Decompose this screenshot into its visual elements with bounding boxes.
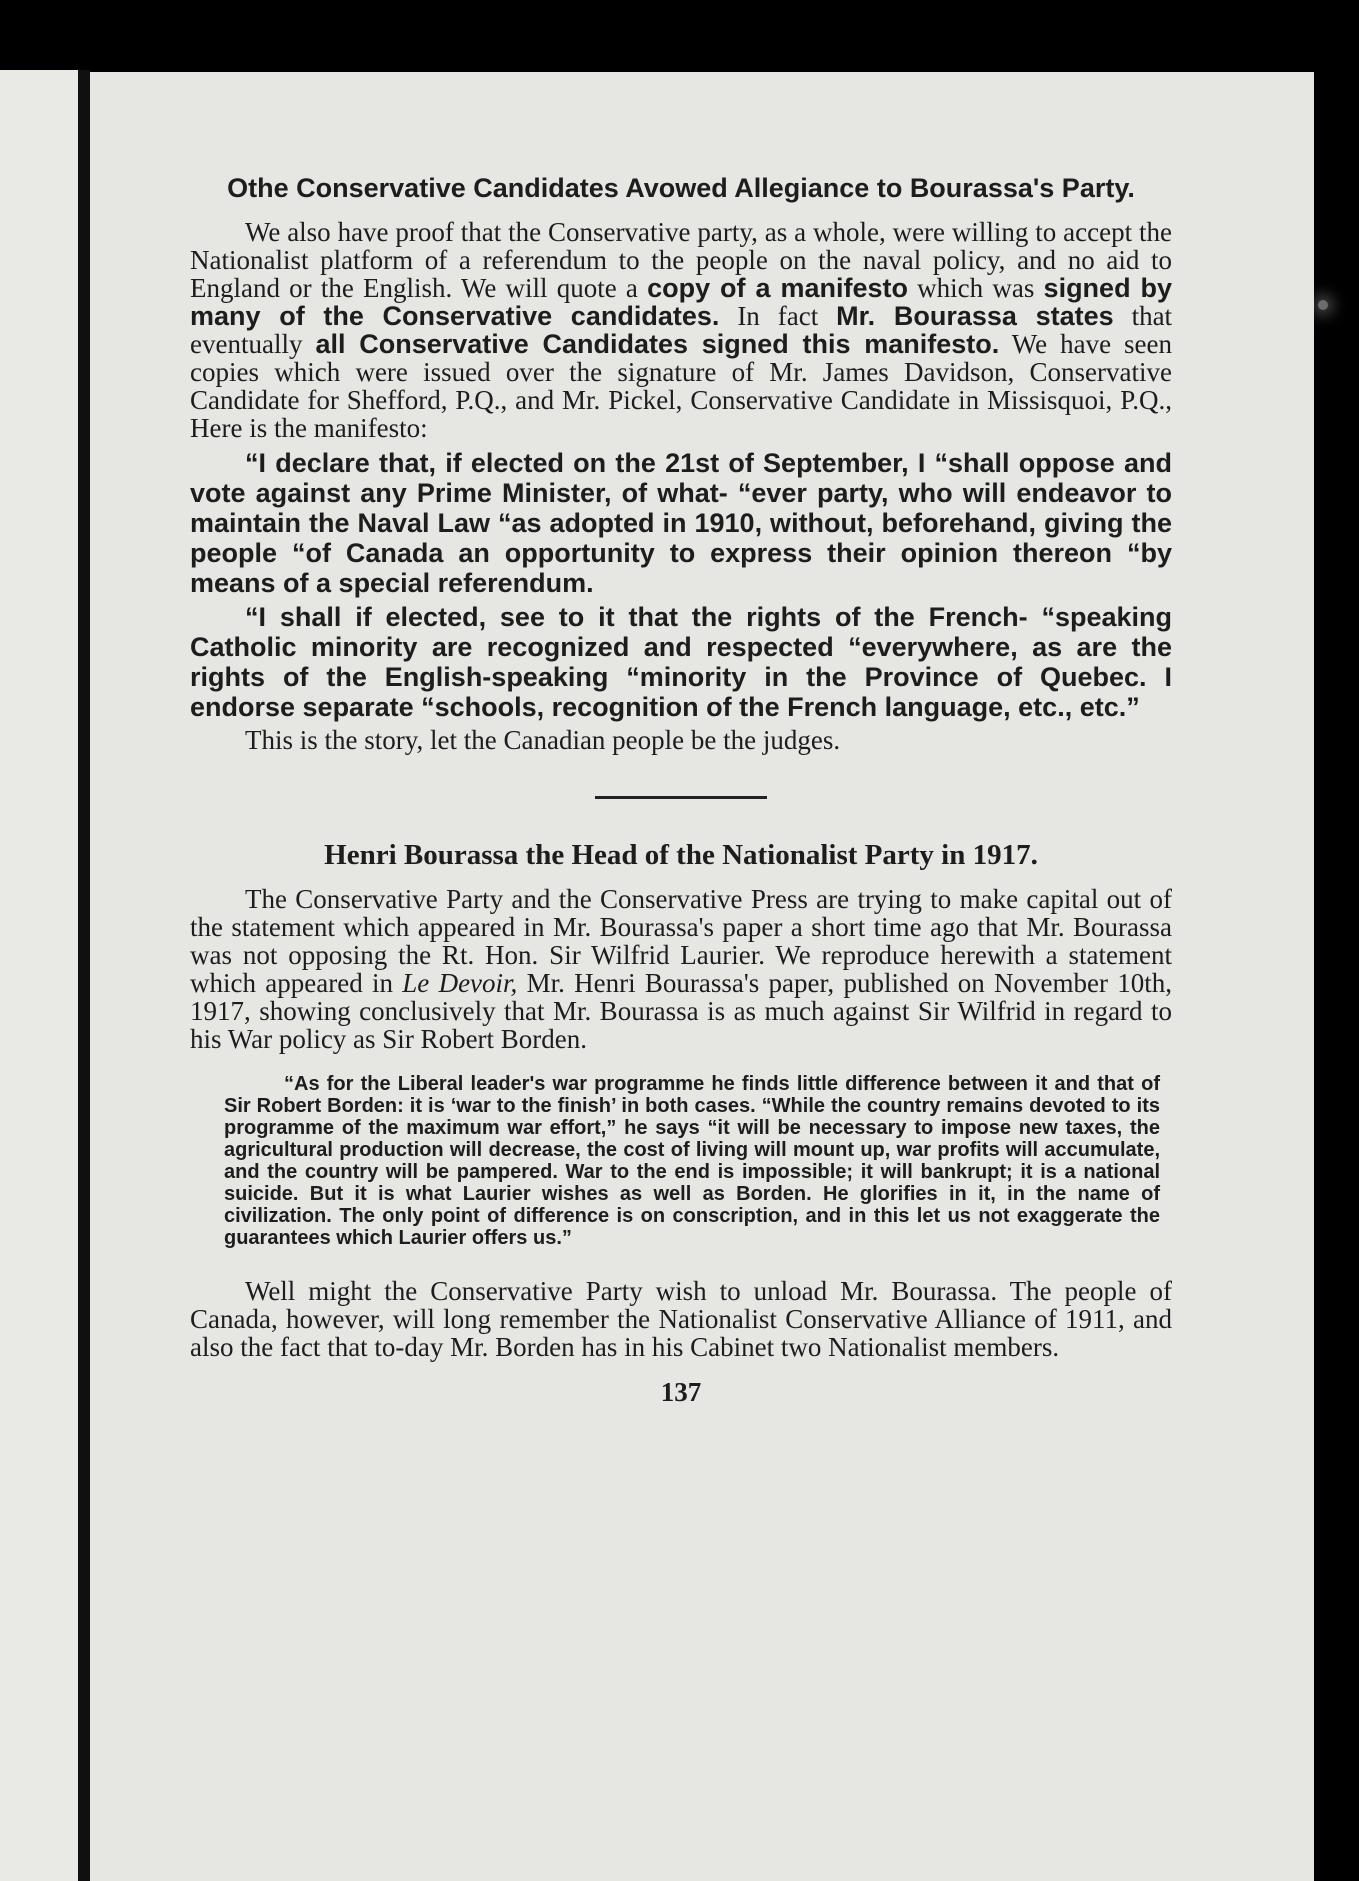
manifesto-paragraph-1: “I declare that, if elected on the 21st of September, I “shall oppose and vote against any Prime Minister, of what- “ever party, who will endeavor to maintain the Naval Law “as adopted in 1910, without, beforehand, giving the people “of Canada an opportunity to express their opinion thereon “by means of a special referendum.	[190, 448, 1172, 598]
intro-text-5: We have seen copies which were issued over the signature of Mr. James Davidson, Conservative Candidate for Shefford, P.Q., and Mr. Pickel, Conservative Candidate in Missisquoi, P.Q., Here is the manifesto:	[190, 329, 1173, 443]
intro-text-3: In fact	[737, 301, 819, 331]
section-heading-bourassa-1917: Henri Bourassa the Head of the Nationalist Party in 1917.	[324, 839, 1038, 871]
book-page	[90, 72, 1314, 1881]
bourassa-paragraph	[190, 885, 1172, 1053]
bourassa-text-1: The Conservative Party and the Conservative Press are trying to make capital out of the statement which appeared in Mr. Bourassa's paper a short time ago that Mr. Bourassa was not opposing the Rt. Hon. Sir Wilfrid Laurier. We reproduce herewith a statement which appeared in	[190, 884, 1172, 998]
intro-bold-3: Mr. Bourassa states	[836, 301, 1114, 331]
section-heading-allegiance: Othe Conservative Candidates Avowed Allegiance to Bourassa's Party.	[227, 173, 1135, 203]
intro-bold-4: all Conservative Candidates signed this manifesto.	[315, 329, 1000, 359]
page-number: 137	[660, 1377, 702, 1407]
intro-paragraph	[190, 218, 1172, 442]
page-content	[190, 172, 1172, 1408]
closing-line: This is the story, let the Canadian people be the judges.	[245, 725, 841, 755]
le-devoir-title: Le Devoir,	[402, 968, 518, 998]
intro-bold-1: copy of a manifesto	[647, 273, 908, 303]
intro-text-4: that eventually	[190, 301, 1173, 359]
facing-page-edge	[0, 70, 78, 1881]
intro-bold-2: signed by many of the Conservative candidates.	[190, 273, 1173, 331]
final-paragraph: Well might the Conservative Party wish to unload Mr. Bourassa. The people of Canada, however, will long remember the Nationalist Conservative Alliance of 1911, and also the fact that to-day Mr. Borden has in his Cabinet two Nationalist members.	[190, 1276, 1172, 1362]
section-divider	[595, 796, 767, 799]
book-gutter	[78, 70, 90, 1881]
intro-text-2: which was	[917, 273, 1035, 303]
le-devoir-quote: “As for the Liberal leader's war programme he finds little difference between it and that of Sir Robert Borden: it is ‘war to the finish’ in both cases. “While the country remains devoted to its programme of the maximum war effort,” he says “it will be necessary to impose new taxes, the agricultural production will decrease, the cost of living will mount up, war profits will accumulate, and the country will be pampered. War to the end is impossible; it will bankrupt; it is a national suicide. But it is what Laurier wishes as well as Borden. He glorifies in it, in the name of civilization. The only point of difference is on conscription, and in this let us not exaggerate the guarantees which Laurier offers us.”	[224, 1073, 1160, 1249]
scan-glare	[1318, 300, 1328, 310]
intro-text-1: We also have proof that the Conservative party, as a whole, were willing to accept the Nationalist platform of a referendum to the people on the naval policy, and no aid to England or the English. We will quote a	[190, 217, 1172, 303]
manifesto-paragraph-2: “I shall if elected, see to it that the rights of the French- “speaking Catholic minority are recognized and respected “everywhere, as are the rights of the English-speaking “minority in the Province of Quebec. I endorse separate “schools, recognition of the French language, etc., etc.”	[190, 602, 1172, 722]
bourassa-text-2: Mr. Henri Bourassa's paper, published on November 10th, 1917, showing conclusively that Mr. Bourassa is as much against Sir Wilfrid in regard to his War policy as Sir Robert Borden.	[190, 968, 1173, 1054]
